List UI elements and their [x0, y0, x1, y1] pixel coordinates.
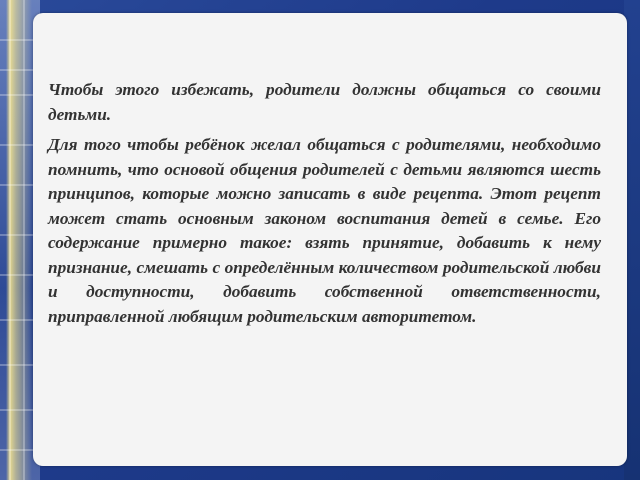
- paragraph-recipe: Для того чтобы ребёнок желал общаться с родителями, необходимо помнить, что основой общения родителей с детьми являются шесть принципов, которые можно записать в виде рецепта. Этот рецепт может стать основным законом воспитания детей в семье. Его содержание примерно такое: взять принятие, добавить к нему признание, смешать с определённым количеством родительской любви и доступности, добавить собственной ответственности, приправленной любящим родительским авторитетом.: [48, 135, 601, 326]
- paragraph-intro: Чтобы этого избежать, родители должны общаться со своими детьми.: [48, 80, 601, 124]
- slide-text: [48, 78, 601, 335]
